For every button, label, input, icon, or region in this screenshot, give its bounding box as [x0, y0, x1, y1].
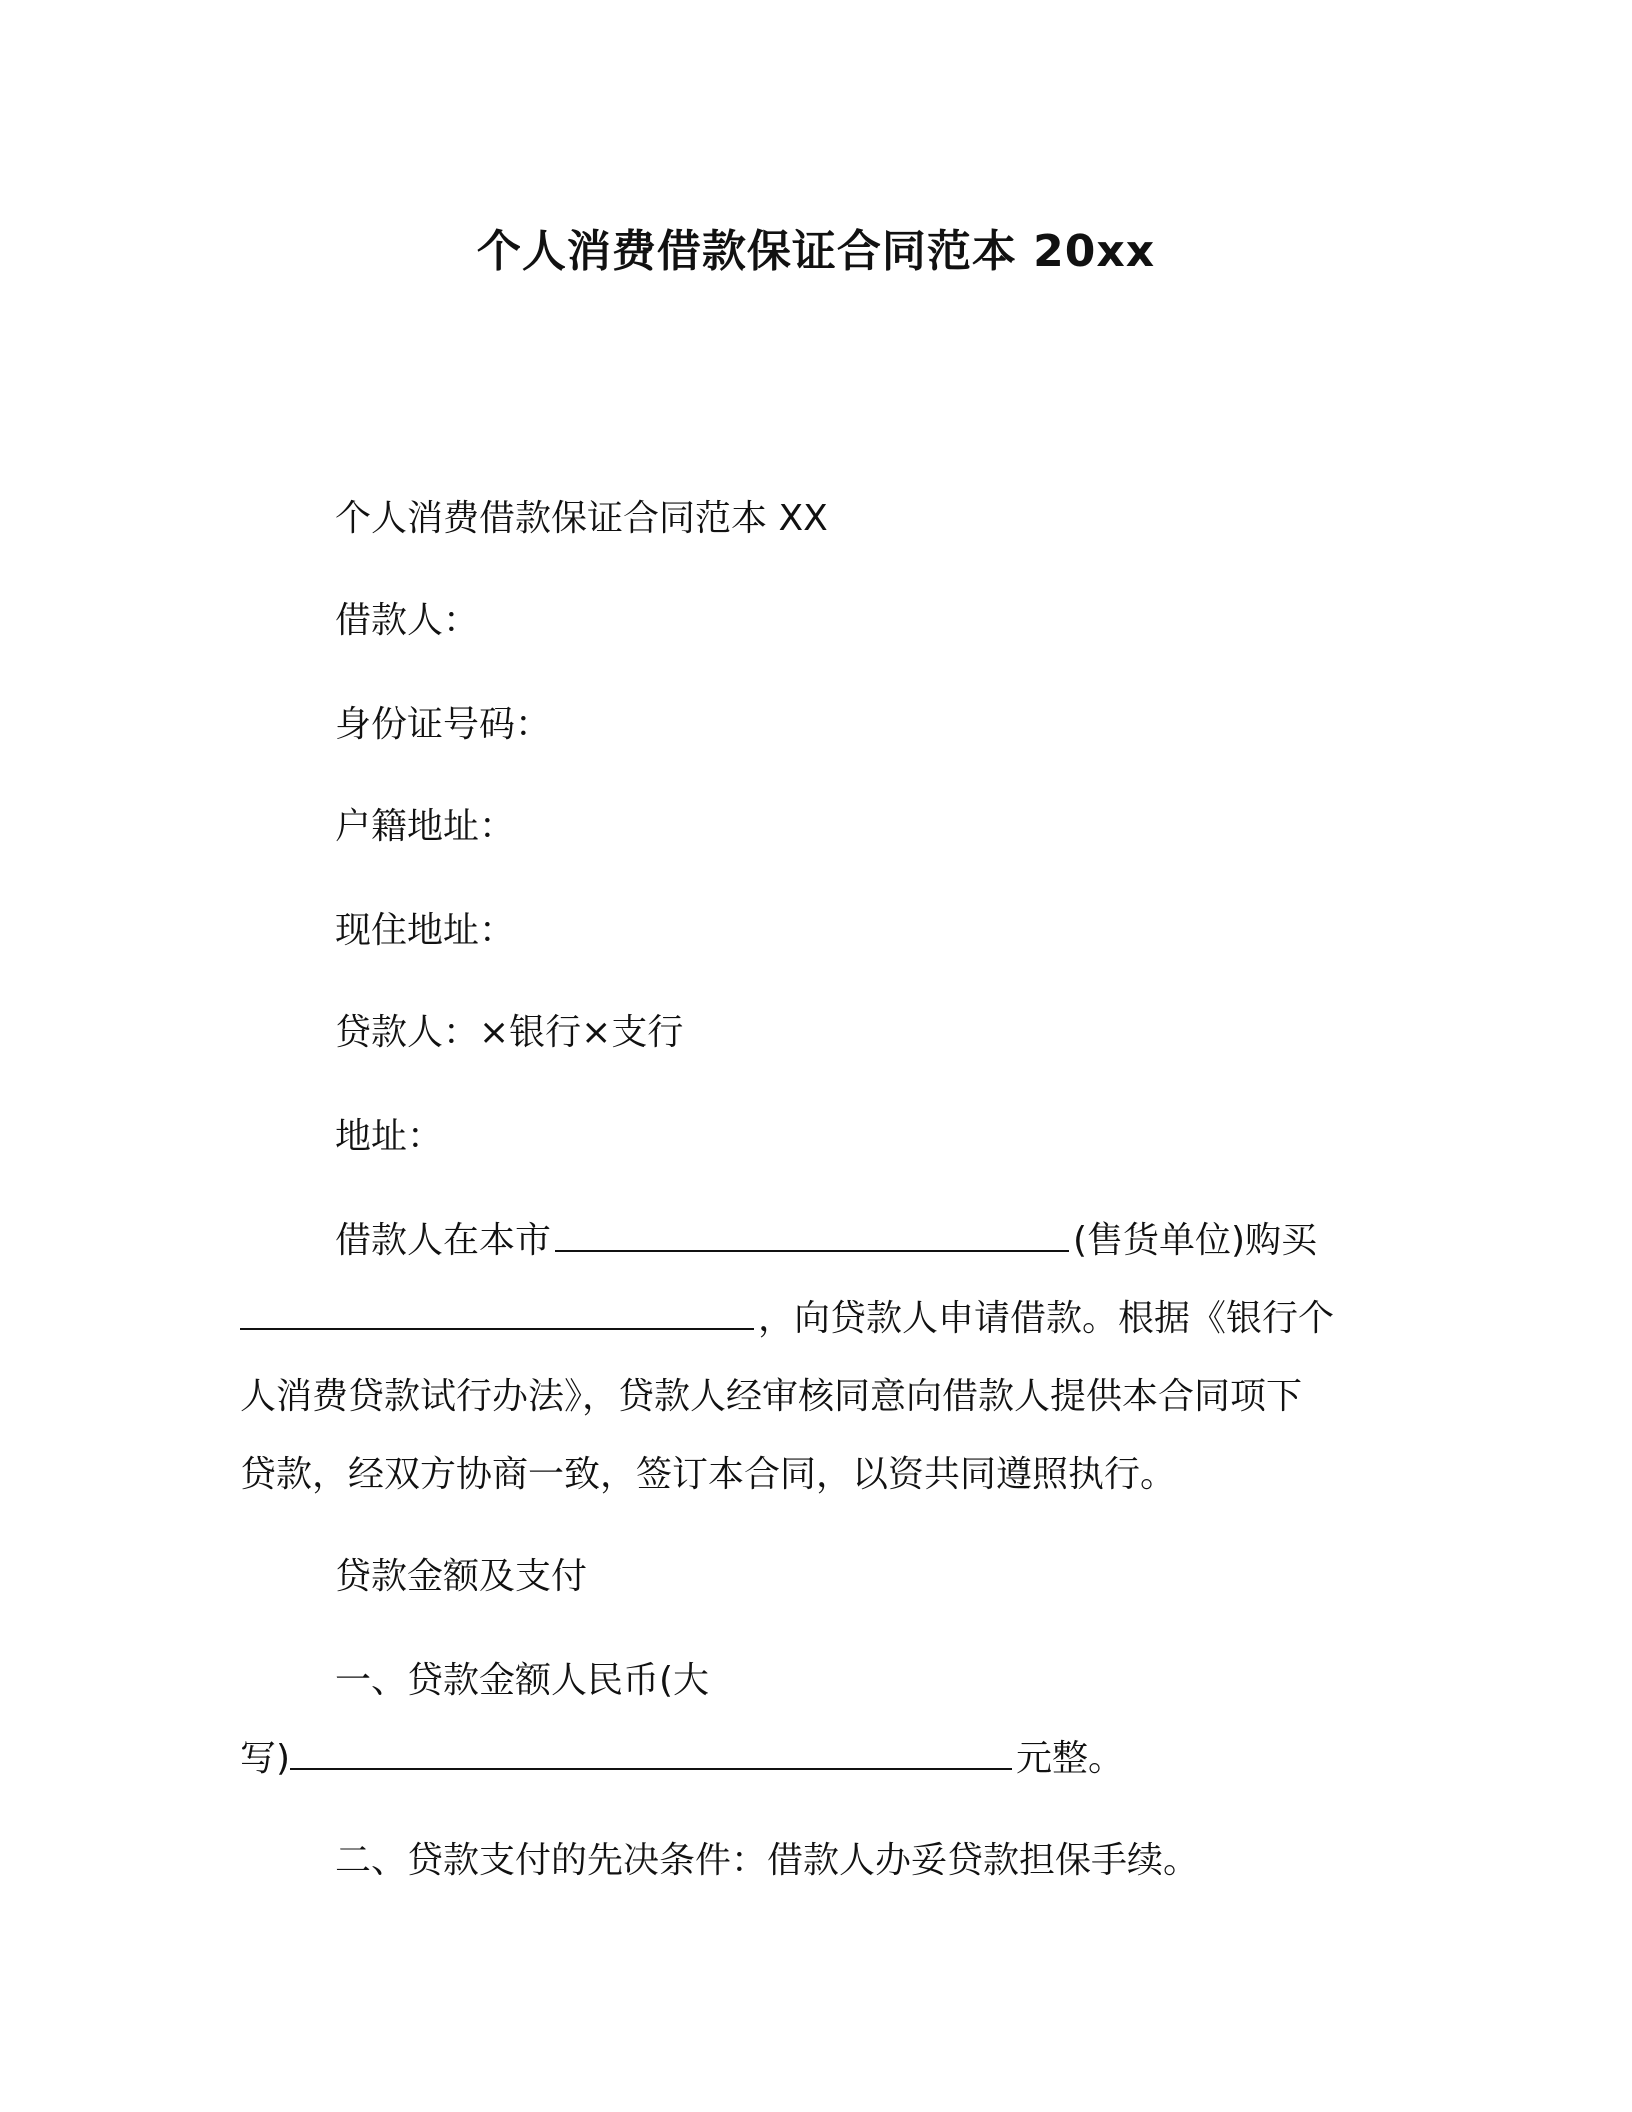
clause-2: 二、贷款支付的先决条件：借款人办妥贷款担保手续。 — [335, 1840, 1200, 1881]
paragraph-line-2 — [240, 1294, 1334, 1344]
paragraph-line-1-suffix: (售货单位)购买 — [1073, 1220, 1318, 1261]
clause-1-line-1: 一、贷款金额人民币(大 — [335, 1660, 710, 1701]
lender-address-field: 地址： — [335, 1116, 444, 1157]
current-address-field: 现住地址： — [335, 910, 516, 951]
clause-1-suffix: 元整。 — [1016, 1738, 1125, 1779]
borrower-field: 借款人： — [335, 600, 480, 641]
paragraph-line-2-suffix: ，向贷款人申请借款。根据《银行个 — [758, 1298, 1335, 1339]
section-heading: 贷款金额及支付 — [335, 1556, 588, 1597]
document-subtitle: 个人消费借款保证合同范本 XX — [335, 498, 828, 539]
id-number-field: 身份证号码： — [335, 704, 552, 745]
clause-1-line-2 — [240, 1734, 1124, 1784]
goods-blank — [240, 1294, 754, 1330]
lender-field: 贷款人：×银行×支行 — [335, 1012, 684, 1053]
household-address-field: 户籍地址： — [335, 806, 516, 847]
clause-1-prefix: 写) — [240, 1738, 291, 1779]
paragraph-line-3: 人消费贷款试行办法》，贷款人经审核同意向借款人提供本合同项下 — [240, 1376, 1303, 1417]
paragraph-line-1 — [335, 1216, 1317, 1266]
amount-blank — [290, 1734, 1012, 1770]
paragraph-line-1-prefix: 借款人在本市 — [335, 1220, 552, 1261]
merchant-blank — [555, 1216, 1069, 1252]
paragraph-line-4: 贷款，经双方协商一致，签订本合同，以资共同遵照执行。 — [240, 1454, 1177, 1495]
document-title: 个人消费借款保证合同范本 20xx — [476, 226, 1156, 277]
